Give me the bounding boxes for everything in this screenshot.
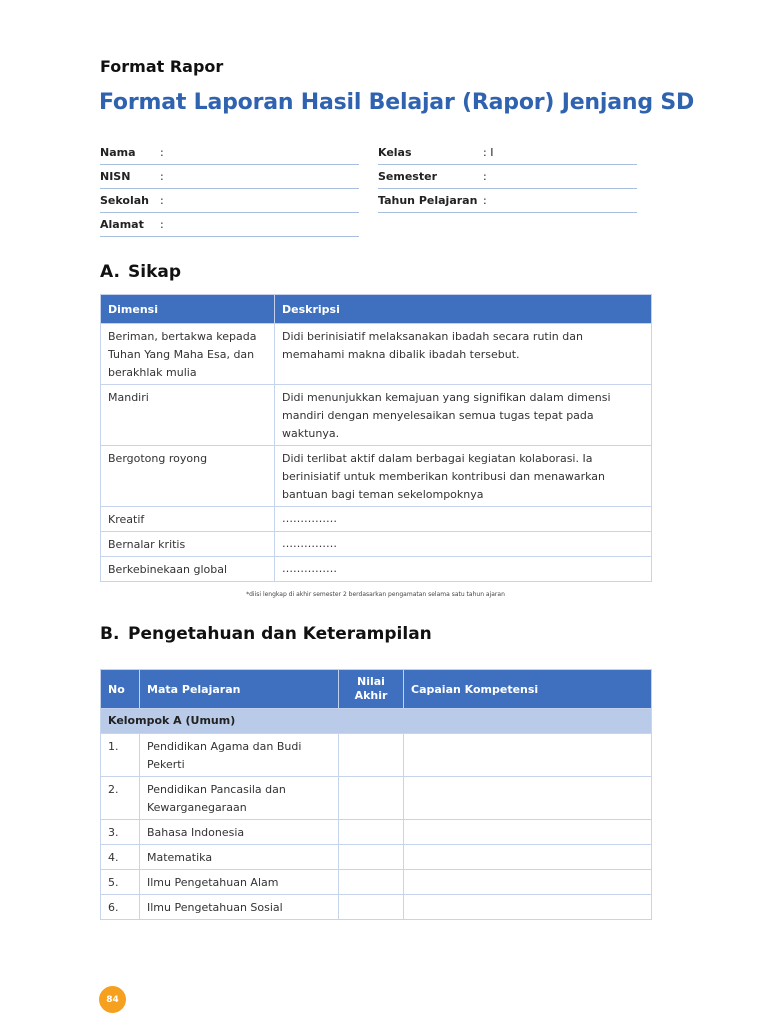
info-value: : — [160, 170, 164, 183]
sikap-table — [100, 294, 652, 582]
capaian-cell — [404, 777, 652, 820]
info-row-alamat — [100, 213, 359, 237]
section-title: Pengetahuan dan Keterampilan — [128, 624, 432, 644]
mapel-cell: Ilmu Pengetahuan Sosial — [140, 895, 339, 920]
table-row — [101, 507, 652, 532]
nilai-cell — [339, 895, 404, 920]
capaian-cell — [404, 734, 652, 777]
no-cell: 5. — [101, 870, 140, 895]
section-heading-sikap — [100, 262, 181, 282]
no-cell: 3. — [101, 820, 140, 845]
format-rapor-label: Format Rapor — [100, 57, 224, 76]
deskripsi-cell: Didi menunjukkan kemajuan yang signifikan dalam dimensi mandiri dengan menyelesaikan semua tugas tepat pada waktunya. — [275, 385, 652, 446]
sikap-footnote: *diisi lengkap di akhir semester 2 berdasarkan pengamatan selama satu tahun ajaran — [246, 591, 505, 598]
table-row — [101, 385, 652, 446]
mapel-cell: Ilmu Pengetahuan Alam — [140, 870, 339, 895]
column-header-dimensi: Dimensi — [101, 295, 275, 324]
info-value: : — [160, 218, 164, 231]
table-row — [101, 532, 652, 557]
info-label: Semester — [378, 170, 437, 183]
info-value: : — [160, 194, 164, 207]
nilai-line-2: Akhir — [354, 689, 388, 702]
info-value: : — [160, 146, 164, 159]
column-header-nilai-akhir — [339, 670, 404, 709]
dimensi-cell: Mandiri — [101, 385, 275, 446]
deskripsi-cell: Didi berinisiatif melaksanakan ibadah secara rutin dan memahami makna dibalik ibadah tersebut. — [275, 324, 652, 385]
info-row-semester — [378, 165, 637, 189]
info-label: Tahun Pelajaran — [378, 194, 478, 207]
section-heading-pengetahuan — [100, 624, 432, 644]
info-label: Kelas — [378, 146, 412, 159]
capaian-cell — [404, 870, 652, 895]
mapel-cell: Pendidikan Agama dan Budi Pekerti — [140, 734, 339, 777]
info-value: : — [483, 170, 487, 183]
mapel-cell: Bahasa Indonesia — [140, 820, 339, 845]
info-label: NISN — [100, 170, 131, 183]
nilai-cell — [339, 777, 404, 820]
table-row — [101, 734, 652, 777]
nilai-cell — [339, 845, 404, 870]
deskripsi-cell: …………… — [275, 532, 652, 557]
no-cell: 4. — [101, 845, 140, 870]
table-row — [101, 777, 652, 820]
dimensi-cell: Kreatif — [101, 507, 275, 532]
nilai-line-1: Nilai — [357, 675, 385, 688]
dimensi-cell: Bernalar kritis — [101, 532, 275, 557]
table-row — [101, 820, 652, 845]
section-number: A. — [100, 262, 120, 282]
page-number-badge: 84 — [99, 986, 126, 1013]
section-title: Sikap — [128, 262, 182, 282]
group-row — [101, 709, 652, 734]
table-row — [101, 446, 652, 507]
table-row — [101, 845, 652, 870]
table-row — [101, 870, 652, 895]
dimensi-cell: Bergotong royong — [101, 446, 275, 507]
no-cell: 2. — [101, 777, 140, 820]
nilai-cell — [339, 820, 404, 845]
table-header-row — [101, 670, 652, 709]
student-info-right — [378, 141, 637, 213]
info-row-kelas — [378, 141, 637, 165]
dimensi-cell: Berkebinekaan global — [101, 557, 275, 582]
dimensi-cell: Beriman, bertakwa kepada Tuhan Yang Maha Esa, dan berakhlak mulia — [101, 324, 275, 385]
info-row-nama — [100, 141, 359, 165]
nilai-cell — [339, 734, 404, 777]
page-title: Format Laporan Hasil Belajar (Rapor) Jenjang SD — [99, 90, 695, 115]
column-header-capaian-kompetensi: Capaian Kompetensi — [404, 670, 652, 709]
info-label: Sekolah — [100, 194, 149, 207]
capaian-cell — [404, 845, 652, 870]
mapel-cell: Matematika — [140, 845, 339, 870]
table-row — [101, 324, 652, 385]
no-cell: 6. — [101, 895, 140, 920]
mapel-cell: Pendidikan Pancasila dan Kewarganegaraan — [140, 777, 339, 820]
group-label: Kelompok A (Umum) — [101, 709, 652, 734]
info-value: : — [483, 194, 487, 207]
deskripsi-cell: …………… — [275, 507, 652, 532]
info-row-tahun-pelajaran — [378, 189, 637, 213]
info-value: : I — [483, 146, 494, 159]
info-row-nisn — [100, 165, 359, 189]
column-header-mata-pelajaran: Mata Pelajaran — [140, 670, 339, 709]
info-row-sekolah — [100, 189, 359, 213]
table-row — [101, 557, 652, 582]
section-number: B. — [100, 624, 120, 644]
no-cell: 1. — [101, 734, 140, 777]
capaian-cell — [404, 895, 652, 920]
info-label: Alamat — [100, 218, 144, 231]
deskripsi-cell: …………… — [275, 557, 652, 582]
nilai-cell — [339, 870, 404, 895]
column-header-no: No — [101, 670, 140, 709]
info-label: Nama — [100, 146, 136, 159]
student-info-left — [100, 141, 359, 237]
table-header-row — [101, 295, 652, 324]
table-row — [101, 895, 652, 920]
pengetahuan-table — [100, 669, 652, 920]
deskripsi-cell: Didi terlibat aktif dalam berbagai kegiatan kolaborasi. Ia berinisiatif untuk memberikan kontribusi dan menawarkan bantuan bagi teman sekelompoknya — [275, 446, 652, 507]
column-header-deskripsi: Deskripsi — [275, 295, 652, 324]
capaian-cell — [404, 820, 652, 845]
